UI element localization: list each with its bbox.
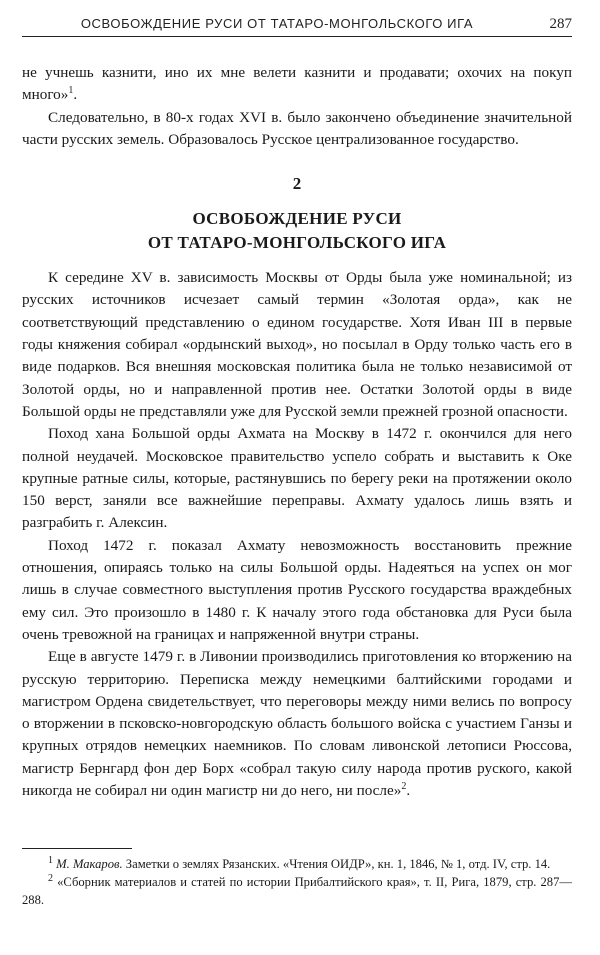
footnote-2-text: «Сборник материалов и статей по истории Прибалтийского края», т. II, Рига, 1879, стр. 287—288.	[22, 875, 572, 907]
paragraph-4: Еще в августе 1479 г. в Ливонии производились приготовления ко вторжению на русскую территорию. Переписка между немецкими балтийскими городами и магистром Ордена свидетельствует, что переговоры между ними велись по вопросу о вторжении в псковско-новгородскую область большого войска с участием Ганзы и крупных отрядов немецких наемников. По словам ливонской летописи Рюссова, магистр Бернгард фон дер Борх «собрал такую силу народа против руского, какой никогда не собирал ни один магистр ни до него, ни после»$^2$.	[22, 648, 572, 800]
running-header	[22, 14, 572, 37]
page-number: 287	[549, 16, 572, 32]
footnotes	[22, 855, 572, 909]
footnote-2	[22, 873, 572, 909]
footnote-1-marker: 1	[48, 854, 53, 866]
continuation-text: не учнешь казнити, ино их мне велети казнити и продавати; охочих на покуп много»	[22, 64, 572, 104]
main-text	[22, 62, 572, 802]
footnote-1-text: Заметки о землях Рязанских. «Чтения ОИДР», кн. 1, 1846, № 1, отд. IV, стр. 14.	[125, 857, 551, 871]
footnote-1-author: М. Макаров.	[56, 857, 123, 871]
footnote-ref-1: 1	[68, 85, 74, 97]
footnote-1	[22, 855, 572, 873]
continuation-paragraph: не учнешь казнити, ино их мне велети казнити и продавати; охочих на покуп много»$^1$.	[22, 64, 572, 104]
section-title	[22, 207, 572, 255]
paragraph-1: К середине XV в. зависимость Москвы от Орды была уже номинальной; из русских источников исчезает самый термин «Золотая орда», как не соответствующий представлению о едином государстве. Хотя Иван III в первые годы княжения собирал «ордынский выход», но посылал в Орду только часть его в виде подарков. Вся внешняя московская политика была не только независимой от Золотой орды, но и направленной против нее. Остатки Золотой орды в виде Большой орды не представляли уже для Русской земли прежней грозной опасности.	[22, 269, 572, 420]
running-title: ОСВОБОЖДЕНИЕ РУСИ ОТ ТАТАРО-МОНГОЛЬСКОГО ИГА	[80, 16, 474, 31]
footnote-2-marker: 2	[48, 872, 53, 884]
footnote-divider	[22, 848, 132, 849]
conclusion-paragraph: Следовательно, в 80-х годах XVI в. было закончено объединение значительной части русских земель. Образовалось Русское централизованное государство.	[22, 108, 572, 148]
paragraph-4-text: Еще в августе 1479 г. в Ливонии производились приготовления ко вторжению на русскую территорию. Переписка между немецкими балтийскими городами и магистром Ордена свидетельствует, что переговоры между ними велись по вопросу о вторжении в псковско-новгородскую область большого войска с участием Ганзы и крупных отрядов немецких наемников. По словам ливонской летописи Рюссова, магистр Бернгард фон дер Борх «собрал такую силу народа против руского, какой никогда не собирал ни один магистр ни до него, ни после»	[22, 648, 572, 800]
paragraph-3: Поход 1472 г. показал Ахмату невозможность восстановить прежние отношения, опираясь только на силы Большой орды. Надеяться на успех он мог лишь в случае совместного выступления против Русского государства враждебных ему сил. Это произошло в 1480 г. К началу этого года обстановка для Руси была очень тревожной на границах и напряженной внутри страны.	[22, 536, 572, 643]
section-number: 2	[292, 174, 302, 194]
section-title-line-1: ОСВОБОЖДЕНИЕ РУСИ	[192, 209, 402, 229]
paragraph-2: Поход хана Большой орды Ахмата на Москву в 1472 г. окончился для него полной неудачей. Московское правительство успело собрать и выставить к Оке крупные ратные силы, которые, растянувшись по берегу реки на протяжении около 150 верст, заняли все важнейшие переправы. Ахмату удалось лишь взять и разграбить г. Алексин.	[22, 425, 572, 532]
section-title-line-2: ОТ ТАТАРО-МОНГОЛЬСКОГО ИГА	[147, 233, 447, 253]
footnote-ref-2: 2	[401, 780, 407, 792]
